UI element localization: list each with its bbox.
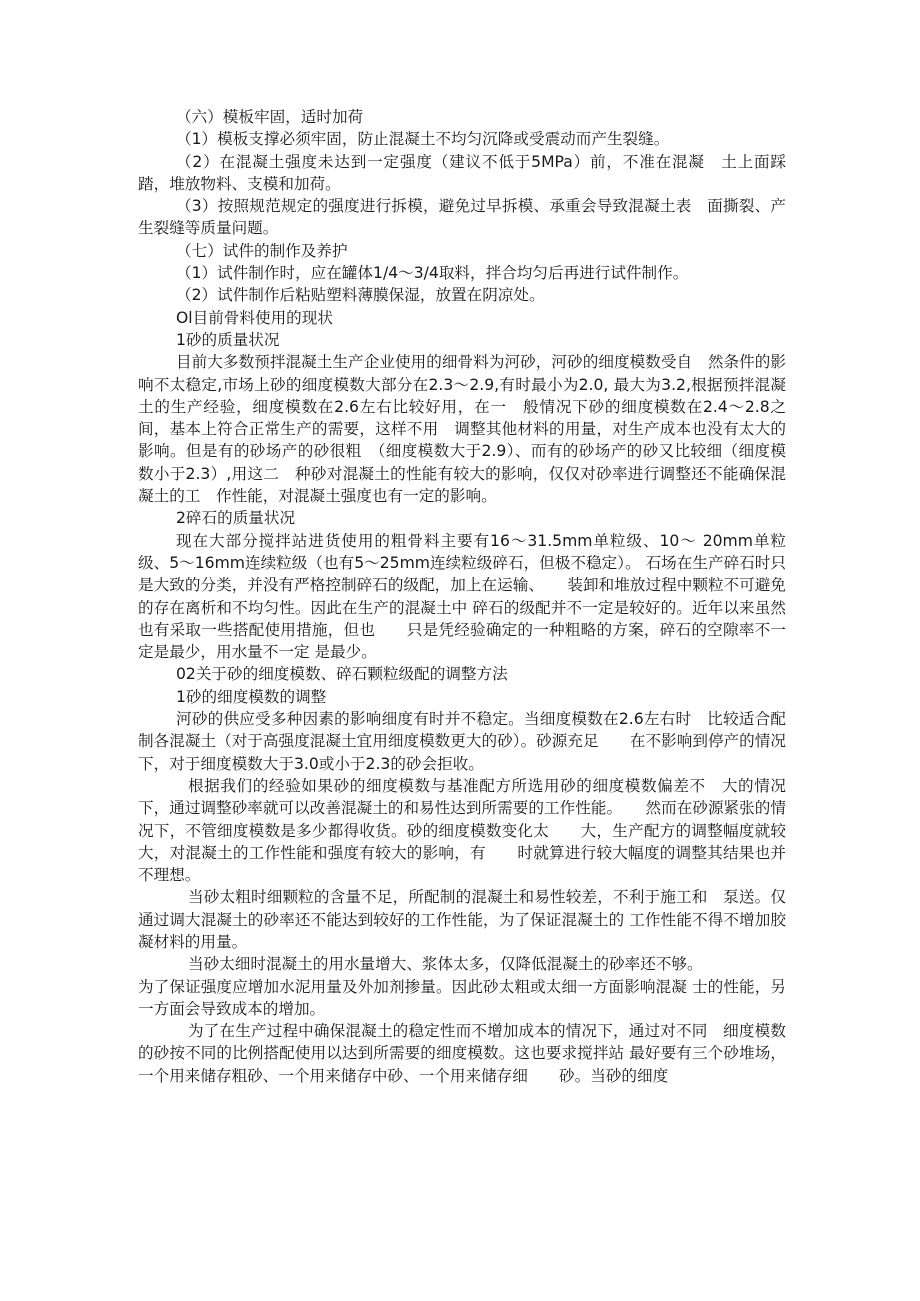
paragraph: 目前大多数预拌混凝土生产企业使用的细骨料为河砂，河砂的细度模数受自 然条件的影响不太稳定,市场上砂的细度模数大部分在2.3～2.9,有时最小为2.0, 最大为3.2,根据预拌混凝土的生产经验，细度模数在2.6左右比较好用，在一 般情况下砂的细度模数在2.4～2.8之间，基本上符合正常生产的需要，这样不用 调整其他材料的用量，对生产成本也没有太大的影响。但是有的砂场产的砂很粗 （细度模数大于2.9）、而有的砂场产的砂又比较细（细度模数小于2.3）,用这二 种砂对混凝土的性能有较大的影响，仅仅对砂率进行调整还不能确保混凝土的工 作性能，对混凝土强度也有一定的影响。 — [138, 353, 786, 506]
paragraph: （2）在混凝土强度未达到一定强度（建议不低于5MPa）前，不准在混凝 土上面踩踏，堆放物料、支模和加荷。 — [138, 152, 786, 193]
paragraph: （3）按照规范规定的强度进行拆模，避免过早拆模、承重会导致混凝土表 面撕裂、产生裂缝等质量问题。 — [138, 197, 786, 238]
paragraph: 为了保证强度应增加水泥用量及外加剂掺量。因此砂太粗或太细一方面影响混凝 士的性能，另一方面会导致成本的增加。 — [138, 977, 786, 1018]
paragraph: 根据我们的经验如果砂的细度模数与基准配方所选用砂的细度模数偏差不 大的情况下，通过调整砂率就可以改善混凝土的和易性达到所需要的工作性能。 然而在砂源紧张的情况下，不管细度模数是多少都得收货。砂的细度模数变化太 大，生产配方的调整幅度就较大，对混凝土的工作性能和强度有较大的影响，有 时就算进行较大幅度的调整其结果也并不理想。 — [138, 776, 786, 885]
section-heading-aggregate-status: Ol目前骨料使用的现状 — [176, 308, 333, 327]
subheading-gravel-quality: 2碎石的质量状况 — [176, 509, 296, 528]
paragraph: 当砂太粗时细颗粒的含量不足，所配制的混凝土和易性较差，不利于施工和 泵送。仅通过调大混凝土的砂率还不能达到较好的工作性能，为了保证混凝土的 工作性能不得不增加胶凝材料的用量。 — [138, 888, 786, 951]
document-page — [138, 106, 786, 1087]
paragraph: 当砂太细时混凝土的用水量增大、浆体太多，仅降低混凝土的砂率还不够。 — [188, 955, 703, 974]
paragraph: （1）试件制作时，应在罐体1/4～3/4取料，拌合均匀后再进行试件制作。 — [176, 264, 689, 283]
section-heading-adjustment: 02关于砂的细度模数、碎石颗粒级配的调整方法 — [176, 665, 508, 684]
subheading-sand-quality: 1砂的质量状况 — [176, 330, 280, 349]
paragraph: （1）模板支撑必须牢固，防止混凝土不均匀沉降或受震动而产生裂缝。 — [176, 130, 670, 149]
paragraph: 河砂的供应受多种因素的影响细度有时并不稳定。当细度模数在2.6左右时 比较适合配制各混凝土（对于高强度混凝土宜用细度模数更大的砂）。砂源充足 在不影响到停产的情况下，对于细度模数大于3.0或小于2.3的砂会拒收。 — [138, 710, 786, 773]
paragraph: 现在大部分搅拌站进货使用的粗骨料主要有16～31.5mm单粒级、10～ 20mm单粒级、5～16mm连续粒级（也有5～25mm连续粒级碎石，但极不稳定）。 石场在生产碎石时只是大致的分类，并没有严格控制碎石的级配，加上在运输、 装卸和堆放过程中颗粒不可避免的存在离析和不均匀性。因此在生产的混凝土中 碎石的级配并不一定是较好的。近年以来虽然也有采取一些搭配使用措施，但也 只是凭经验确定的一种粗略的方案，碎石的空隙率不一定是最少，用水量不一定 是最少。 — [138, 531, 786, 662]
paragraph: 为了在生产过程中确保混凝土的稳定性而不增加成本的情况下，通过对不同 细度模数的砂按不同的比例搭配使用以达到所需要的细度模数。这也要求搅拌站 最好要有三个砂堆场，一个用来储存粗砂、一个用来储存中砂、一个用来储存细 砂。当砂的细度 — [138, 1022, 786, 1085]
paragraph: （2）试件制作后粘贴塑料薄膜保湿，放置在阴凉处。 — [176, 286, 545, 305]
subheading-sand-fineness: 1砂的细度模数的调整 — [176, 687, 327, 706]
section-heading-specimen: （七）试件的制作及养护 — [176, 241, 348, 260]
section-heading-formwork: （六）模板牢固，适时加荷 — [176, 108, 364, 126]
